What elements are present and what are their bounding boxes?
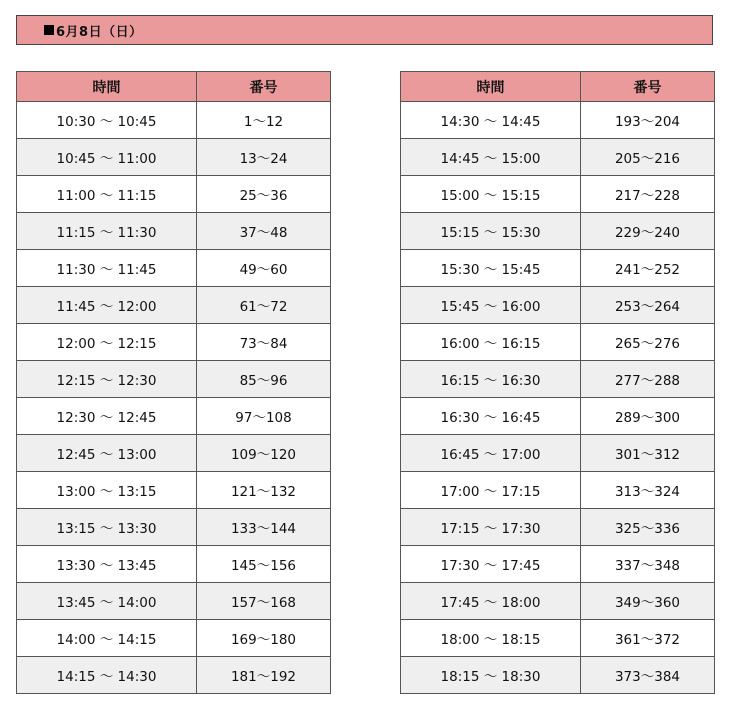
date-banner xyxy=(16,15,713,45)
number-range-cell: 109～120 xyxy=(197,435,331,472)
number-range-cell: 253～264 xyxy=(581,287,715,324)
date-label: 6月8日（日） xyxy=(56,24,143,40)
number-range-cell: 289～300 xyxy=(581,398,715,435)
number-range-cell: 349～360 xyxy=(581,583,715,620)
time-cell: 12:45 ～ 13:00 xyxy=(17,435,197,472)
table-header-row xyxy=(401,72,715,102)
time-cell: 16:00 ～ 16:15 xyxy=(401,324,581,361)
number-range-cell: 313～324 xyxy=(581,472,715,509)
column-header-time: 時間 xyxy=(401,72,581,102)
time-cell: 10:45 ～ 11:00 xyxy=(17,139,197,176)
table-row xyxy=(17,509,331,546)
table-row xyxy=(17,472,331,509)
table-row xyxy=(17,398,331,435)
time-cell: 14:30 ～ 14:45 xyxy=(401,102,581,139)
number-range-cell: 73～84 xyxy=(197,324,331,361)
number-range-cell: 373～384 xyxy=(581,657,715,694)
time-cell: 13:00 ～ 13:15 xyxy=(17,472,197,509)
time-cell: 13:30 ～ 13:45 xyxy=(17,546,197,583)
number-range-cell: 265～276 xyxy=(581,324,715,361)
time-cell: 17:15 ～ 17:30 xyxy=(401,509,581,546)
number-range-cell: 145～156 xyxy=(197,546,331,583)
time-cell: 10:30 ～ 10:45 xyxy=(17,102,197,139)
table-row xyxy=(401,435,715,472)
table-row xyxy=(17,620,331,657)
time-cell: 16:15 ～ 16:30 xyxy=(401,361,581,398)
time-cell: 12:00 ～ 12:15 xyxy=(17,324,197,361)
time-cell: 15:15 ～ 15:30 xyxy=(401,213,581,250)
table-row xyxy=(17,546,331,583)
table-header-row xyxy=(17,72,331,102)
time-cell: 18:15 ～ 18:30 xyxy=(401,657,581,694)
table-row xyxy=(17,213,331,250)
time-cell: 15:00 ～ 15:15 xyxy=(401,176,581,213)
time-cell: 15:45 ～ 16:00 xyxy=(401,287,581,324)
number-range-cell: 337～348 xyxy=(581,546,715,583)
number-range-cell: 325～336 xyxy=(581,509,715,546)
number-range-cell: 277～288 xyxy=(581,361,715,398)
time-cell: 17:45 ～ 18:00 xyxy=(401,583,581,620)
number-range-cell: 49～60 xyxy=(197,250,331,287)
table-row xyxy=(401,620,715,657)
time-cell: 16:30 ～ 16:45 xyxy=(401,398,581,435)
number-range-cell: 241～252 xyxy=(581,250,715,287)
schedule-table-left xyxy=(16,71,331,694)
table-row xyxy=(17,583,331,620)
table-row xyxy=(17,250,331,287)
table-row xyxy=(401,287,715,324)
table-row xyxy=(17,139,331,176)
time-cell: 17:30 ～ 17:45 xyxy=(401,546,581,583)
table-row xyxy=(17,657,331,694)
number-range-cell: 121～132 xyxy=(197,472,331,509)
table-row xyxy=(17,176,331,213)
number-range-cell: 301～312 xyxy=(581,435,715,472)
table-row xyxy=(17,324,331,361)
number-range-cell: 37～48 xyxy=(197,213,331,250)
number-range-cell: 61～72 xyxy=(197,287,331,324)
number-range-cell: 205～216 xyxy=(581,139,715,176)
time-cell: 12:30 ～ 12:45 xyxy=(17,398,197,435)
table-row xyxy=(401,176,715,213)
number-range-cell: 181～192 xyxy=(197,657,331,694)
number-range-cell: 217～228 xyxy=(581,176,715,213)
number-range-cell: 361～372 xyxy=(581,620,715,657)
time-cell: 14:45 ～ 15:00 xyxy=(401,139,581,176)
table-row xyxy=(401,472,715,509)
column-header-number: 番号 xyxy=(197,72,331,102)
number-range-cell: 1～12 xyxy=(197,102,331,139)
table-row xyxy=(401,583,715,620)
time-cell: 16:45 ～ 17:00 xyxy=(401,435,581,472)
time-cell: 13:15 ～ 13:30 xyxy=(17,509,197,546)
number-range-cell: 97～108 xyxy=(197,398,331,435)
table-row xyxy=(17,287,331,324)
table-row xyxy=(401,509,715,546)
number-range-cell: 85～96 xyxy=(197,361,331,398)
time-cell: 13:45 ～ 14:00 xyxy=(17,583,197,620)
time-cell: 14:15 ～ 14:30 xyxy=(17,657,197,694)
time-cell: 11:45 ～ 12:00 xyxy=(17,287,197,324)
number-range-cell: 193～204 xyxy=(581,102,715,139)
table-row xyxy=(17,361,331,398)
number-range-cell: 13～24 xyxy=(197,139,331,176)
table-row xyxy=(401,102,715,139)
black-square-icon xyxy=(44,25,54,35)
schedule-table-right xyxy=(400,71,715,694)
table-row xyxy=(401,213,715,250)
table-row xyxy=(17,435,331,472)
time-cell: 12:15 ～ 12:30 xyxy=(17,361,197,398)
time-cell: 11:30 ～ 11:45 xyxy=(17,250,197,287)
table-row xyxy=(401,657,715,694)
time-cell: 17:00 ～ 17:15 xyxy=(401,472,581,509)
time-cell: 18:00 ～ 18:15 xyxy=(401,620,581,657)
number-range-cell: 157～168 xyxy=(197,583,331,620)
table-row xyxy=(401,250,715,287)
column-header-number: 番号 xyxy=(581,72,715,102)
table-row xyxy=(401,546,715,583)
table-row xyxy=(17,102,331,139)
number-range-cell: 133～144 xyxy=(197,509,331,546)
table-row xyxy=(401,398,715,435)
number-range-cell: 229～240 xyxy=(581,213,715,250)
time-cell: 14:00 ～ 14:15 xyxy=(17,620,197,657)
table-row xyxy=(401,324,715,361)
number-range-cell: 25～36 xyxy=(197,176,331,213)
number-range-cell: 169～180 xyxy=(197,620,331,657)
time-cell: 11:00 ～ 11:15 xyxy=(17,176,197,213)
table-row xyxy=(401,139,715,176)
table-row xyxy=(401,361,715,398)
column-header-time: 時間 xyxy=(17,72,197,102)
time-cell: 15:30 ～ 15:45 xyxy=(401,250,581,287)
time-cell: 11:15 ～ 11:30 xyxy=(17,213,197,250)
